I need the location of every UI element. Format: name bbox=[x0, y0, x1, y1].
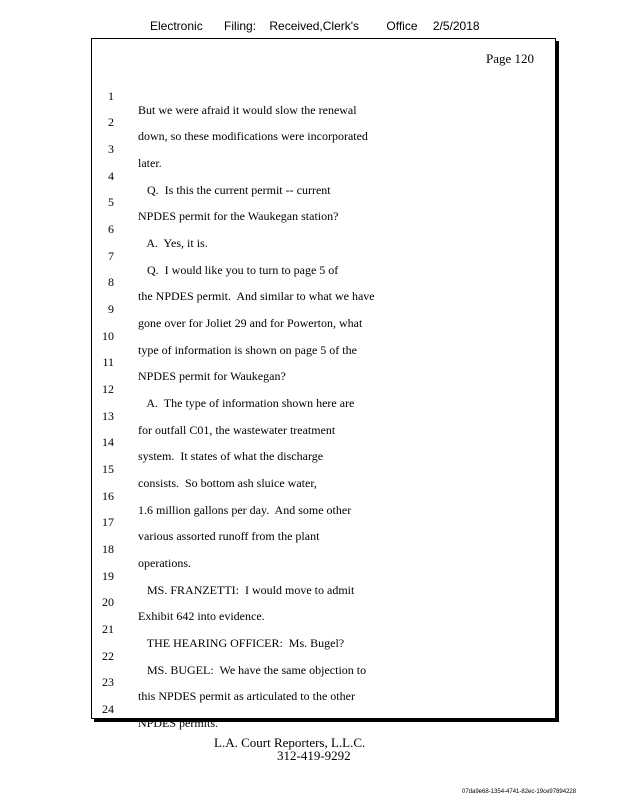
line-number: 13 bbox=[102, 409, 114, 423]
line-number: 6 bbox=[108, 222, 114, 236]
transcript-line bbox=[92, 688, 219, 744]
filing-header bbox=[150, 19, 480, 33]
line-text: for outfall C01, the wastewater treatment bbox=[138, 423, 336, 437]
line-text: operations. bbox=[138, 556, 191, 570]
line-text: A. Yes, it is. bbox=[138, 236, 208, 250]
line-number: 2 bbox=[108, 115, 114, 129]
line-number: 15 bbox=[102, 462, 114, 476]
page-number: Page 120 bbox=[485, 51, 534, 66]
line-number: 7 bbox=[108, 249, 114, 263]
line-number: 23 bbox=[102, 675, 114, 689]
line-text: THE HEARING OFFICER: Ms. Bugel? bbox=[138, 636, 345, 650]
header-received-clerks: Received,Clerk's bbox=[269, 19, 360, 33]
line-number: 24 bbox=[102, 702, 114, 716]
line-number: 5 bbox=[108, 195, 114, 209]
line-text: this NPDES permit as articulated to the other bbox=[138, 689, 355, 703]
line-text: NPDES permits. bbox=[138, 716, 219, 730]
line-text: 1.6 million gallons per day. And some other bbox=[138, 503, 352, 517]
line-text: down, so these modifications were incorporated bbox=[138, 129, 368, 143]
line-text: MS. BUGEL: We have the same objection to bbox=[138, 663, 367, 677]
line-text: But we were afraid it would slow the renewal bbox=[138, 103, 357, 117]
document-id: 07da9e68-1354-4741-82ec-19ce97894228 bbox=[462, 789, 577, 795]
line-text: consists. So bottom ash sluice water, bbox=[138, 476, 317, 490]
line-number: 16 bbox=[102, 489, 114, 503]
line-number: 4 bbox=[108, 169, 114, 183]
line-number: 11 bbox=[102, 355, 114, 369]
line-number: 20 bbox=[102, 595, 114, 609]
transcript-page bbox=[91, 38, 556, 730]
line-text: type of information is shown on page 5 of the bbox=[138, 343, 357, 357]
line-number: 12 bbox=[102, 382, 114, 396]
line-number: 17 bbox=[102, 515, 114, 529]
line-text: A. The type of information shown here are bbox=[138, 396, 355, 410]
line-text: system. It states of what the discharge bbox=[138, 449, 324, 463]
header-filing: Filing: bbox=[224, 19, 257, 33]
line-text: later. bbox=[138, 156, 162, 170]
header-electronic: Electronic bbox=[150, 19, 203, 33]
line-number: 1 bbox=[108, 89, 114, 103]
line-number: 21 bbox=[102, 622, 114, 636]
line-text: gone over for Joliet 29 and for Powerton, what bbox=[138, 316, 363, 330]
line-text: Q. I would like you to turn to page 5 of bbox=[138, 263, 339, 277]
line-text: Exhibit 642 into evidence. bbox=[138, 609, 265, 623]
line-text: NPDES permit for Waukegan? bbox=[138, 369, 286, 383]
line-number: 22 bbox=[102, 649, 114, 663]
court-reporter-phone: 312-419-9292 bbox=[277, 748, 351, 763]
line-number: 18 bbox=[102, 542, 114, 556]
court-reporter-name: L.A. Court Reporters, L.L.C. bbox=[214, 735, 366, 750]
line-number: 3 bbox=[108, 142, 114, 156]
line-text: Q. Is this the current permit -- current bbox=[138, 183, 331, 197]
line-number: 9 bbox=[108, 302, 114, 316]
line-number: 8 bbox=[108, 275, 114, 289]
line-text: NPDES permit for the Waukegan station? bbox=[138, 209, 339, 223]
line-number: 19 bbox=[102, 569, 114, 583]
line-number: 10 bbox=[102, 329, 114, 343]
line-text: MS. FRANZETTI: I would move to admit bbox=[138, 583, 355, 597]
header-office: Office bbox=[386, 19, 418, 33]
line-text: various assorted runoff from the plant bbox=[138, 529, 320, 543]
header-date: 2/5/2018 bbox=[432, 19, 480, 33]
line-text: the NPDES permit. And similar to what we have bbox=[138, 289, 375, 303]
line-number: 14 bbox=[102, 435, 114, 449]
